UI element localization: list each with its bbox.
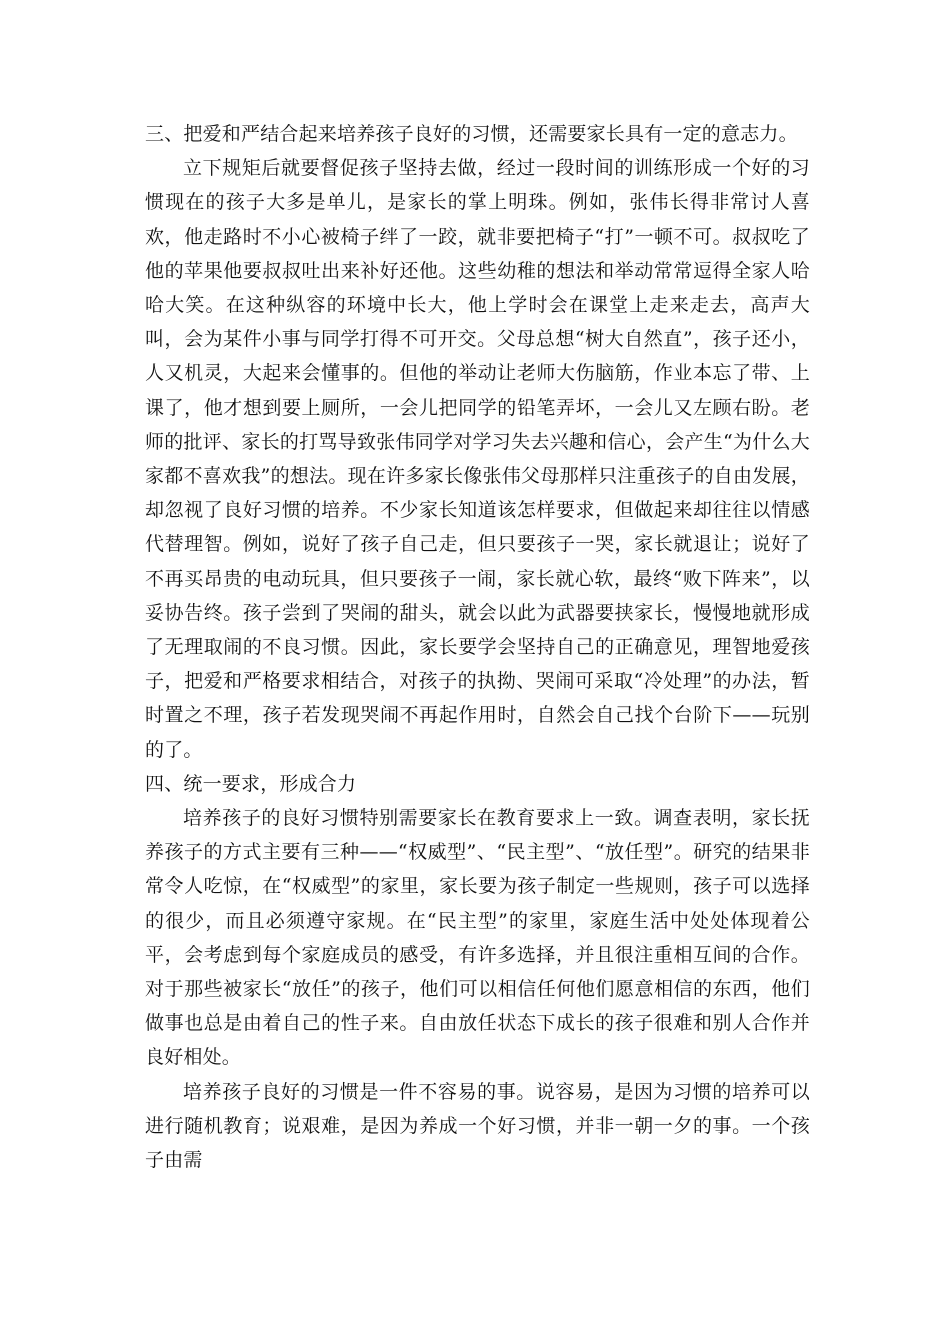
section-four-heading: 四、统一要求，形成合力	[145, 772, 357, 795]
section-four-paragraph-one: 培养孩子的良好习惯特别需要家长在教育要求上一致。调查表明，家长抚养孩子的方式主要有三种——“权威型”、“民主型”、“放任型”。研究的结果非常令人吃惊，在“权威型”的家里，家长要为孩子制定一些规则，孩子可以选择的很少，而且必须遵守家规。在“民主型”的家里，家庭生活中处处体现着公平，会考虑到每个家庭成员的感受，有许多选择，并且很注重相互间的合作。对于那些被家长“放任”的孩子，他们可以相信任何他们愿意相信的东西，他们做事也总是由着自己的性子来。自由放任状态下成长的孩子很难和别人合作并良好相处。	[145, 807, 810, 1069]
section-three-paragraph: 立下规矩后就要督促孩子坚持去做，经过一段时间的训练形成一个好的习惯现在的孩子大多是单儿，是家长的掌上明珠。例如，张伟长得非常讨人喜欢，他走路时不小心被椅子绊了一跤，就非要把椅子“打”一顿不可。叔叔吃了他的苹果他要叔叔吐出来补好还他。这些幼稚的想法和举动常常逗得全家人哈哈大笑。在这种纵容的环境中长大，他上学时会在课堂上走来走去，高声大叫，会为某件小事与同学打得不可开交。父母总想“树大自然直”，孩子还小，人又机灵，大起来会懂事的。但他的举动让老师大伤脑筋，作业本忘了带、上课了，他才想到要上厕所，一会儿把同学的铅笔弄坏，一会儿又左顾右盼。老师的批评、家长的打骂导致张伟同学对学习失去兴趣和信心，会产生“为什么大家都不喜欢我”的想法。现在许多家长像张伟父母那样只注重孩子的自由发展，却忽视了良好习惯的培养。不少家长知道该怎样要求，但做起来却往往以情感代替理智。例如，说好了孩子自己走，但只要孩子一哭，家长就退让；说好了不再买昂贵的电动玩具，但只要孩子一闹，家长就心软，最终“败下阵来”，以妥协告终。孩子尝到了哭闹的甜头，就会以此为武器要挟家长，慢慢地就形成了无理取闹的不良习惯。因此，家长要学会坚持自己的正确意见，理智地爱孩子，把爱和严格要求相结合，对孩子的执拗、哭闹可采取“冷处理”的办法，暂时置之不理，孩子若发现哭闹不再起作用时，自然会自己找个台阶下——玩别的了。	[145, 157, 810, 761]
section-four-paragraph-two: 培养孩子良好的习惯是一件不容易的事。说容易，是因为习惯的培养可以进行随机教育；说艰难，是因为养成一个好习惯，并非一朝一夕的事。一个孩子由需	[145, 1080, 810, 1172]
document-body	[145, 117, 810, 1177]
section-three-heading: 三、把爱和严结合起来培养孩子良好的习惯，还需要家长具有一定的意志力。	[145, 123, 798, 145]
